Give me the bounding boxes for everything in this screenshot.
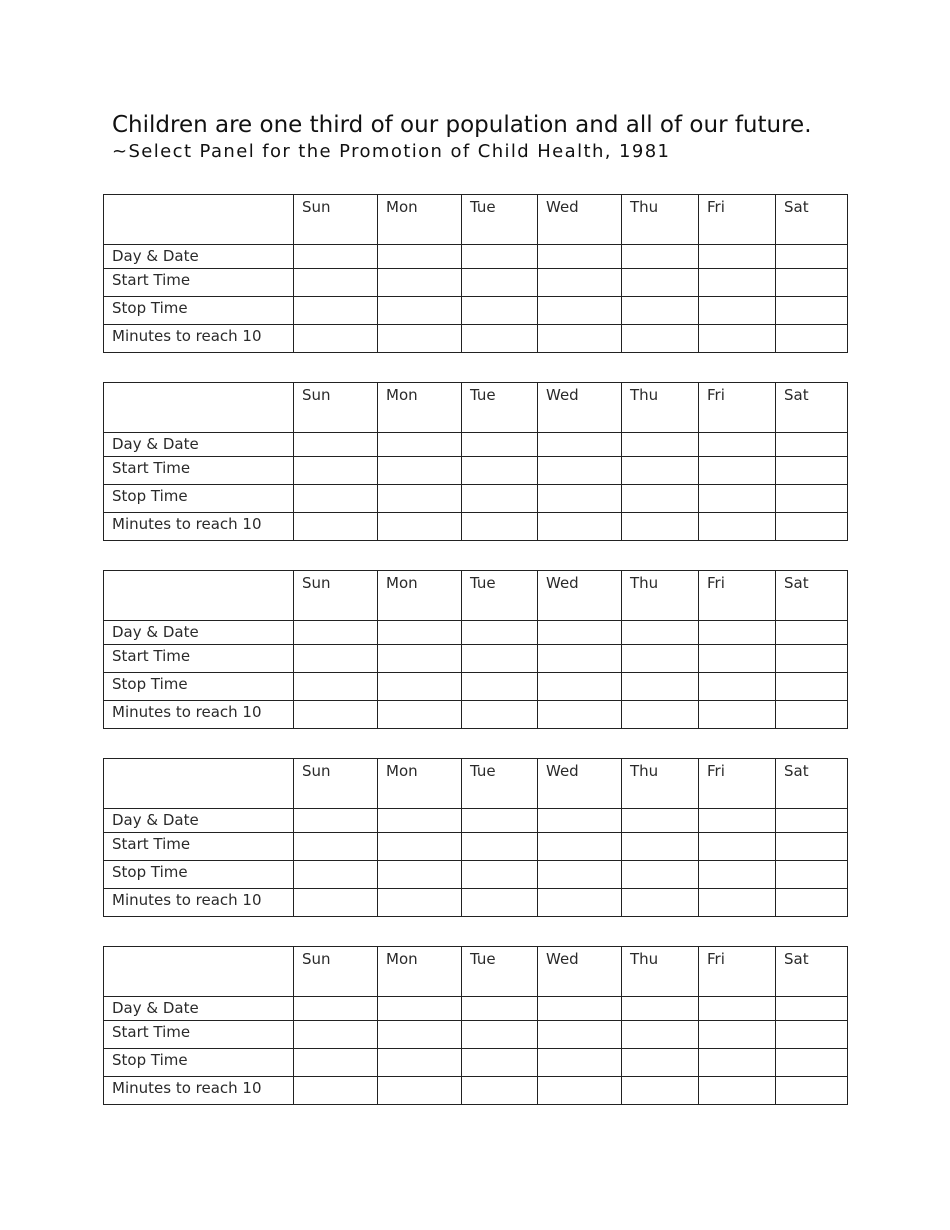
entry-cell[interactable] xyxy=(462,297,538,325)
row-label: Start Time xyxy=(104,1021,294,1049)
entry-cell[interactable] xyxy=(462,997,538,1021)
entry-cell[interactable] xyxy=(699,645,776,673)
entry-cell[interactable] xyxy=(622,833,699,861)
entry-cell[interactable] xyxy=(699,997,776,1021)
table-header-row xyxy=(104,571,848,621)
entry-cell[interactable] xyxy=(538,861,622,889)
table-row xyxy=(104,701,848,729)
table-row xyxy=(104,833,848,861)
entry-cell[interactable] xyxy=(622,1049,699,1077)
entry-cell[interactable] xyxy=(378,1021,462,1049)
entry-cell[interactable] xyxy=(462,645,538,673)
day-header-mon: Mon xyxy=(378,195,462,245)
table-row xyxy=(104,673,848,701)
entry-cell[interactable] xyxy=(538,809,622,833)
entry-cell[interactable] xyxy=(538,621,622,645)
entry-cell[interactable] xyxy=(622,513,699,541)
day-header-sun: Sun xyxy=(294,383,378,433)
entry-cell[interactable] xyxy=(622,433,699,457)
row-label: Stop Time xyxy=(104,297,294,325)
row-label: Minutes to reach 10 xyxy=(104,1077,294,1105)
entry-cell[interactable] xyxy=(538,433,622,457)
entry-cell[interactable] xyxy=(538,297,622,325)
entry-cell[interactable] xyxy=(378,433,462,457)
entry-cell[interactable] xyxy=(776,889,848,917)
row-label: Day & Date xyxy=(104,809,294,833)
entry-cell[interactable] xyxy=(622,245,699,269)
entry-cell[interactable] xyxy=(462,269,538,297)
entry-cell[interactable] xyxy=(462,621,538,645)
day-header-fri: Fri xyxy=(699,383,776,433)
table-row xyxy=(104,621,848,645)
table-row xyxy=(104,297,848,325)
entry-cell[interactable] xyxy=(776,645,848,673)
row-label: Start Time xyxy=(104,457,294,485)
entry-cell[interactable] xyxy=(699,833,776,861)
entry-cell[interactable] xyxy=(378,485,462,513)
entry-cell[interactable] xyxy=(699,433,776,457)
entry-cell[interactable] xyxy=(378,245,462,269)
entry-cell[interactable] xyxy=(538,269,622,297)
entry-cell[interactable] xyxy=(776,701,848,729)
row-label: Stop Time xyxy=(104,485,294,513)
entry-cell[interactable] xyxy=(294,297,378,325)
entry-cell[interactable] xyxy=(776,861,848,889)
table-row xyxy=(104,889,848,917)
entry-cell[interactable] xyxy=(294,1021,378,1049)
entry-cell[interactable] xyxy=(378,297,462,325)
table-row xyxy=(104,997,848,1021)
table-row xyxy=(104,433,848,457)
entry-cell[interactable] xyxy=(622,673,699,701)
entry-cell[interactable] xyxy=(378,645,462,673)
day-header-tue: Tue xyxy=(462,759,538,809)
entry-cell[interactable] xyxy=(538,889,622,917)
day-header-fri: Fri xyxy=(699,571,776,621)
entry-cell[interactable] xyxy=(378,673,462,701)
table-row xyxy=(104,645,848,673)
weekly-log-table xyxy=(103,946,848,1105)
entry-cell[interactable] xyxy=(462,485,538,513)
entry-cell[interactable] xyxy=(776,269,848,297)
entry-cell[interactable] xyxy=(622,997,699,1021)
entry-cell[interactable] xyxy=(294,701,378,729)
entry-cell[interactable] xyxy=(776,245,848,269)
day-header-sat: Sat xyxy=(776,947,848,997)
table-row xyxy=(104,457,848,485)
table-row xyxy=(104,325,848,353)
entry-cell[interactable] xyxy=(378,809,462,833)
entry-cell[interactable] xyxy=(699,485,776,513)
entry-cell[interactable] xyxy=(538,997,622,1021)
day-header-thu: Thu xyxy=(622,195,699,245)
weekly-log-table xyxy=(103,570,848,729)
entry-cell[interactable] xyxy=(538,245,622,269)
entry-cell[interactable] xyxy=(622,1077,699,1105)
entry-cell[interactable] xyxy=(776,485,848,513)
day-header-wed: Wed xyxy=(538,383,622,433)
table-row xyxy=(104,1077,848,1105)
day-header-mon: Mon xyxy=(378,571,462,621)
day-header-mon: Mon xyxy=(378,383,462,433)
entry-cell[interactable] xyxy=(622,645,699,673)
table-row xyxy=(104,861,848,889)
entry-cell[interactable] xyxy=(294,325,378,353)
entry-cell[interactable] xyxy=(699,889,776,917)
entry-cell[interactable] xyxy=(699,809,776,833)
entry-cell[interactable] xyxy=(462,457,538,485)
entry-cell[interactable] xyxy=(294,809,378,833)
entry-cell[interactable] xyxy=(622,861,699,889)
entry-cell[interactable] xyxy=(776,997,848,1021)
entry-cell[interactable] xyxy=(462,809,538,833)
day-header-wed: Wed xyxy=(538,759,622,809)
entry-cell[interactable] xyxy=(294,621,378,645)
entry-cell[interactable] xyxy=(294,1077,378,1105)
row-label: Stop Time xyxy=(104,673,294,701)
entry-cell[interactable] xyxy=(294,997,378,1021)
entry-cell[interactable] xyxy=(462,1021,538,1049)
weekly-log-table xyxy=(103,382,848,541)
day-header-tue: Tue xyxy=(462,195,538,245)
row-label: Minutes to reach 10 xyxy=(104,889,294,917)
day-header-sat: Sat xyxy=(776,571,848,621)
entry-cell[interactable] xyxy=(378,889,462,917)
entry-cell[interactable] xyxy=(378,621,462,645)
entry-cell[interactable] xyxy=(462,889,538,917)
entry-cell[interactable] xyxy=(699,621,776,645)
quote-block xyxy=(112,110,812,164)
entry-cell[interactable] xyxy=(776,621,848,645)
day-header-wed: Wed xyxy=(538,947,622,997)
entry-cell[interactable] xyxy=(776,809,848,833)
entry-cell[interactable] xyxy=(294,433,378,457)
entry-cell[interactable] xyxy=(378,325,462,353)
table-header-row xyxy=(104,947,848,997)
entry-cell[interactable] xyxy=(776,457,848,485)
entry-cell[interactable] xyxy=(776,297,848,325)
entry-cell[interactable] xyxy=(699,1049,776,1077)
entry-cell[interactable] xyxy=(462,245,538,269)
entry-cell[interactable] xyxy=(622,809,699,833)
entry-cell[interactable] xyxy=(538,457,622,485)
entry-cell[interactable] xyxy=(294,673,378,701)
corner-cell xyxy=(104,571,294,621)
entry-cell[interactable] xyxy=(699,245,776,269)
quote-text: Children are one third of our population and all of our future. xyxy=(112,112,812,138)
entry-cell[interactable] xyxy=(776,325,848,353)
entry-cell[interactable] xyxy=(538,673,622,701)
day-header-fri: Fri xyxy=(699,947,776,997)
entry-cell[interactable] xyxy=(538,645,622,673)
day-header-tue: Tue xyxy=(462,383,538,433)
table-row xyxy=(104,1021,848,1049)
day-header-sun: Sun xyxy=(294,571,378,621)
row-label: Minutes to reach 10 xyxy=(104,701,294,729)
entry-cell[interactable] xyxy=(622,889,699,917)
entry-cell[interactable] xyxy=(776,1049,848,1077)
entry-cell[interactable] xyxy=(622,485,699,513)
entry-cell[interactable] xyxy=(622,621,699,645)
entry-cell[interactable] xyxy=(378,701,462,729)
entry-cell[interactable] xyxy=(699,297,776,325)
row-label: Start Time xyxy=(104,645,294,673)
entry-cell[interactable] xyxy=(538,325,622,353)
day-header-mon: Mon xyxy=(378,947,462,997)
day-header-sat: Sat xyxy=(776,195,848,245)
table-row xyxy=(104,269,848,297)
table-header-row xyxy=(104,383,848,433)
weekly-log-table xyxy=(103,758,848,917)
entry-cell[interactable] xyxy=(622,297,699,325)
entry-cell[interactable] xyxy=(294,861,378,889)
day-header-wed: Wed xyxy=(538,571,622,621)
entry-cell[interactable] xyxy=(699,513,776,541)
day-header-fri: Fri xyxy=(699,759,776,809)
table-row xyxy=(104,245,848,269)
day-header-sun: Sun xyxy=(294,947,378,997)
entry-cell[interactable] xyxy=(699,269,776,297)
entry-cell[interactable] xyxy=(699,701,776,729)
entry-cell[interactable] xyxy=(378,997,462,1021)
entry-cell[interactable] xyxy=(378,513,462,541)
entry-cell[interactable] xyxy=(294,485,378,513)
entry-cell[interactable] xyxy=(294,457,378,485)
table-row xyxy=(104,485,848,513)
entry-cell[interactable] xyxy=(462,673,538,701)
entry-cell[interactable] xyxy=(294,889,378,917)
entry-cell[interactable] xyxy=(776,1021,848,1049)
entry-cell[interactable] xyxy=(294,645,378,673)
entry-cell[interactable] xyxy=(294,269,378,297)
entry-cell[interactable] xyxy=(462,701,538,729)
entry-cell[interactable] xyxy=(378,833,462,861)
weekly-log-tables xyxy=(103,194,848,1134)
entry-cell[interactable] xyxy=(776,833,848,861)
corner-cell xyxy=(104,383,294,433)
entry-cell[interactable] xyxy=(538,1077,622,1105)
row-label: Minutes to reach 10 xyxy=(104,325,294,353)
day-header-thu: Thu xyxy=(622,383,699,433)
table-header-row xyxy=(104,759,848,809)
entry-cell[interactable] xyxy=(776,433,848,457)
entry-cell[interactable] xyxy=(462,433,538,457)
day-header-sun: Sun xyxy=(294,195,378,245)
entry-cell[interactable] xyxy=(776,673,848,701)
day-header-tue: Tue xyxy=(462,947,538,997)
entry-cell[interactable] xyxy=(699,1077,776,1105)
row-label: Start Time xyxy=(104,269,294,297)
day-header-thu: Thu xyxy=(622,759,699,809)
table-row xyxy=(104,809,848,833)
entry-cell[interactable] xyxy=(622,325,699,353)
row-label: Day & Date xyxy=(104,433,294,457)
entry-cell[interactable] xyxy=(294,1049,378,1077)
entry-cell[interactable] xyxy=(699,861,776,889)
day-header-wed: Wed xyxy=(538,195,622,245)
entry-cell[interactable] xyxy=(622,269,699,297)
day-header-sat: Sat xyxy=(776,759,848,809)
entry-cell[interactable] xyxy=(462,833,538,861)
row-label: Day & Date xyxy=(104,621,294,645)
day-header-thu: Thu xyxy=(622,947,699,997)
entry-cell[interactable] xyxy=(538,833,622,861)
row-label: Stop Time xyxy=(104,861,294,889)
row-label: Start Time xyxy=(104,833,294,861)
entry-cell[interactable] xyxy=(538,1021,622,1049)
entry-cell[interactable] xyxy=(699,325,776,353)
entry-cell[interactable] xyxy=(378,269,462,297)
weekly-log-table xyxy=(103,194,848,353)
entry-cell[interactable] xyxy=(462,861,538,889)
entry-cell[interactable] xyxy=(699,1021,776,1049)
entry-cell[interactable] xyxy=(462,1049,538,1077)
row-label: Day & Date xyxy=(104,997,294,1021)
quote-attribution: ~Select Panel for the Promotion of Child Health, 1981 xyxy=(112,141,671,162)
entry-cell[interactable] xyxy=(538,513,622,541)
row-label: Day & Date xyxy=(104,245,294,269)
entry-cell[interactable] xyxy=(699,673,776,701)
entry-cell[interactable] xyxy=(378,1077,462,1105)
entry-cell[interactable] xyxy=(538,485,622,513)
corner-cell xyxy=(104,195,294,245)
entry-cell[interactable] xyxy=(622,1021,699,1049)
corner-cell xyxy=(104,759,294,809)
table-row xyxy=(104,1049,848,1077)
entry-cell[interactable] xyxy=(378,1049,462,1077)
entry-cell[interactable] xyxy=(538,701,622,729)
day-header-fri: Fri xyxy=(699,195,776,245)
entry-cell[interactable] xyxy=(776,513,848,541)
entry-cell[interactable] xyxy=(378,457,462,485)
corner-cell xyxy=(104,947,294,997)
entry-cell[interactable] xyxy=(294,513,378,541)
entry-cell[interactable] xyxy=(462,513,538,541)
row-label: Minutes to reach 10 xyxy=(104,513,294,541)
day-header-mon: Mon xyxy=(378,759,462,809)
table-header-row xyxy=(104,195,848,245)
day-header-tue: Tue xyxy=(462,571,538,621)
day-header-sat: Sat xyxy=(776,383,848,433)
entry-cell[interactable] xyxy=(699,457,776,485)
entry-cell[interactable] xyxy=(462,1077,538,1105)
entry-cell[interactable] xyxy=(538,1049,622,1077)
row-label: Stop Time xyxy=(104,1049,294,1077)
entry-cell[interactable] xyxy=(462,325,538,353)
day-header-sun: Sun xyxy=(294,759,378,809)
entry-cell[interactable] xyxy=(294,833,378,861)
entry-cell[interactable] xyxy=(776,1077,848,1105)
entry-cell[interactable] xyxy=(622,701,699,729)
table-row xyxy=(104,513,848,541)
entry-cell[interactable] xyxy=(294,245,378,269)
entry-cell[interactable] xyxy=(378,861,462,889)
day-header-thu: Thu xyxy=(622,571,699,621)
entry-cell[interactable] xyxy=(622,457,699,485)
